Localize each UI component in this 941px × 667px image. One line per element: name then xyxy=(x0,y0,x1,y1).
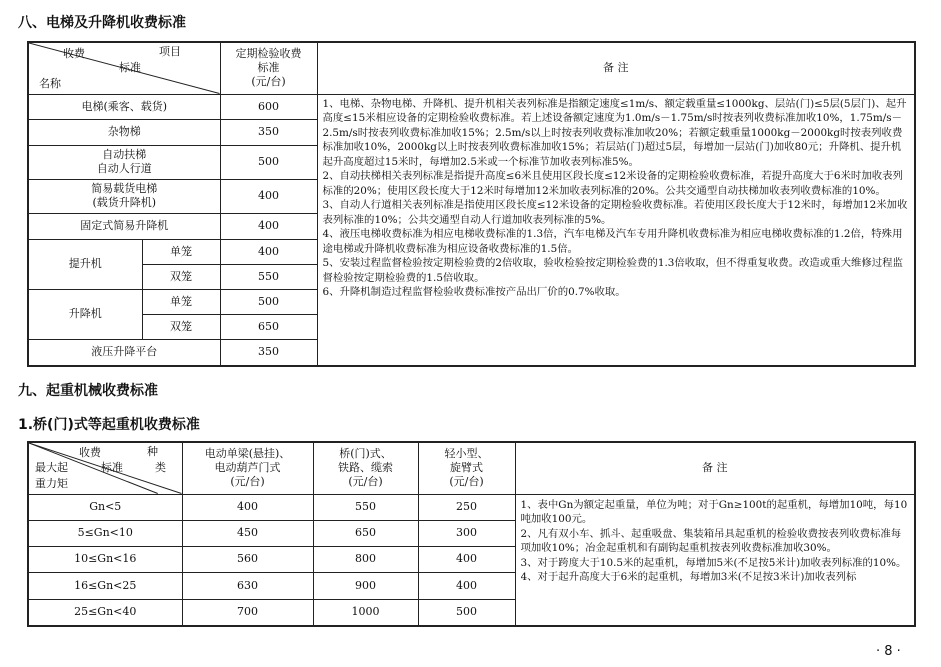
row-name: 电梯(乘客、载货) xyxy=(28,94,220,119)
note-item: 5、安装过程监督检验按定期检验费的2倍收取，验收检验按定期检验费的1.3倍收取，但不得重复收费。改造或重大维修过程监督检验按定期检验费的1.5倍收取。 xyxy=(322,257,903,284)
hoist-group-name: 提升机 xyxy=(28,239,142,289)
row-fee: 400 xyxy=(418,546,515,572)
row-fee: 250 xyxy=(418,494,515,520)
row-fee: 650 xyxy=(220,314,317,339)
fee-column-header: 定期检验收费 标准 (元/台) xyxy=(220,42,317,94)
note-item: 1、表中Gn为额定起重量，单位为吨；对于Gn≥100t的起重机，每增加10吨，每10吨加收100元。 xyxy=(520,498,908,525)
col-header-single-girder: 电动单梁(悬挂)、 电动葫芦门式 (元/台) xyxy=(182,442,313,494)
row-fee: 1000 xyxy=(313,599,418,626)
row-fee: 400 xyxy=(418,572,515,599)
row-fee: 650 xyxy=(313,520,418,546)
header-name-label: 名称 xyxy=(39,77,61,90)
note-column-header: 备 注 xyxy=(317,42,915,94)
note-item: 4、对于起升高度大于6米的起重机，每增加3米(不足按3米计)加收表列标 xyxy=(520,571,857,583)
row-fee: 300 xyxy=(418,520,515,546)
note-item: 4、液压电梯收费标准为相应电梯收费标准的1.3倍，汽车电梯及汽车专用升降机收费标准为相应电梯收费标准的1.2倍，特殊用途电梯或升降机收费标准为相应设备收费标准的1.5倍。 xyxy=(322,228,903,255)
row-range: 5≤Gn<10 xyxy=(28,520,182,546)
section-8-title: 八、电梯及升降机收费标准 xyxy=(18,15,186,31)
note-item: 3、对于跨度大于10.5米的起重机，每增加5米(不足按5米计)加收表列标准的10%。 xyxy=(520,556,907,569)
note-item: 2、自动扶梯相关表列标准是指提升高度≤6米且使用区段长度≤12米设备的定期检验收费标准，若提升高度大于6米时加收表列标准的20%；使用区段长度大于12米时每增加12米加收表列标准的20%。公共交通型自动扶梯加收表列收费标准的10%。 xyxy=(322,170,903,197)
note-item: 6、升降机制造过程监督检验收费标准按产品出厂价的0.7%收取。 xyxy=(322,286,626,298)
row-fee: 550 xyxy=(220,264,317,289)
row-fee: 700 xyxy=(182,599,313,626)
row-fee: 500 xyxy=(220,289,317,314)
crane-fee-table xyxy=(27,441,916,627)
row-sub-name: 双笼 xyxy=(142,264,220,289)
row-range: 25≤Gn<40 xyxy=(28,599,182,626)
row-fee: 500 xyxy=(220,145,317,179)
row-fee: 400 xyxy=(220,213,317,239)
header-fee-label: 收费 xyxy=(63,47,85,60)
row-range: 16≤Gn<25 xyxy=(28,572,182,599)
section-9-subtitle: 1.桥(门)式等起重机收费标准 xyxy=(18,417,200,433)
elevator-notes xyxy=(317,94,915,366)
page-number: · 8 · xyxy=(876,644,901,659)
row-fee: 350 xyxy=(220,119,317,145)
row-fee: 600 xyxy=(220,94,317,119)
row-sub-name: 单笼 xyxy=(142,239,220,264)
row-fee: 350 xyxy=(220,339,317,366)
note-item: 3、自动人行道相关表列标准是指使用区段长度≤12米设备的定期检验收费标准。若使用区段长度大于12米时，每增加12米加收表列标准的10%；公共交通型自动人行道加收表列标准的5%。 xyxy=(322,199,908,226)
row-fee: 630 xyxy=(182,572,313,599)
elevator-fee-table xyxy=(27,41,916,367)
header-fee-label: 收费 xyxy=(79,446,101,459)
lift-group-name: 升降机 xyxy=(28,289,142,339)
row-sub-name: 单笼 xyxy=(142,289,220,314)
row-sub-name: 双笼 xyxy=(142,314,220,339)
row-fee: 400 xyxy=(220,239,317,264)
row-fee: 560 xyxy=(182,546,313,572)
row-name: 杂物梯 xyxy=(28,119,220,145)
row-fee: 400 xyxy=(220,179,317,213)
note-item: 1、电梯、杂物电梯、升降机、提升机相关表列标准是指额定速度≤1m/s、额定载重量≤1000kg、层站(门)≤5层(5层门)、起升高度≤15米相应设备的定期检验收费标准。若上述设备额定速度为1.0m/s－1.75m/s时按表列收费标准加收10%，1.75m/s－2.5m/s时按表列收费标准加收15%；2.5m/s以上时按表列收费标准加收20%；若额定载重量1000kg－2000kg时按表列收费标准加收10%，2000kg以上时按表列收费标准加收15%；若层站(门)超过5层，每增加一层站(门)加收80元；升降机、提升机起升高度超过15米时，每增加2.5米或一个标准节加收表列标准5%。 xyxy=(322,97,907,168)
header-standard-label: 标准 xyxy=(119,61,141,74)
note-item: 2、凡有双小车、抓斗、起重吸盘、集装箱吊具起重机的检验收费按表列收费标准每项加收10%；冶金起重机和有副钩起重机按表列收费标准加收30%。 xyxy=(520,527,902,554)
row-name: 简易载货电梯 (载货升降机) xyxy=(28,179,220,213)
header-kind-label-1: 种 xyxy=(147,445,158,458)
col-header-light: 轻小型、 旋臂式 (元/台) xyxy=(418,442,515,494)
note-column-header: 备 注 xyxy=(515,442,915,494)
header-moment-label: 重力矩 xyxy=(35,477,68,490)
crane-notes xyxy=(515,494,915,626)
header-item-label: 项目 xyxy=(159,45,181,58)
section-9-title: 九、起重机械收费标准 xyxy=(18,383,158,399)
row-fee: 900 xyxy=(313,572,418,599)
row-fee: 450 xyxy=(182,520,313,546)
header-kind-label-2: 类 xyxy=(155,461,166,474)
row-fee: 550 xyxy=(313,494,418,520)
row-fee: 500 xyxy=(418,599,515,626)
diagonal-header-cell xyxy=(28,42,220,94)
row-range: Gn<5 xyxy=(28,494,182,520)
row-name: 固定式简易升降机 xyxy=(28,213,220,239)
diagonal-header-cell xyxy=(28,442,182,494)
row-fee: 400 xyxy=(182,494,313,520)
header-max-label: 最大起 xyxy=(35,461,68,474)
row-fee: 800 xyxy=(313,546,418,572)
header-standard-label: 标准 xyxy=(101,461,123,474)
row-name: 自动扶梯 自动人行道 xyxy=(28,145,220,179)
row-name: 液压升降平台 xyxy=(28,339,220,366)
col-header-bridge: 桥(门)式、 铁路、缆索 (元/台) xyxy=(313,442,418,494)
row-range: 10≤Gn<16 xyxy=(28,546,182,572)
